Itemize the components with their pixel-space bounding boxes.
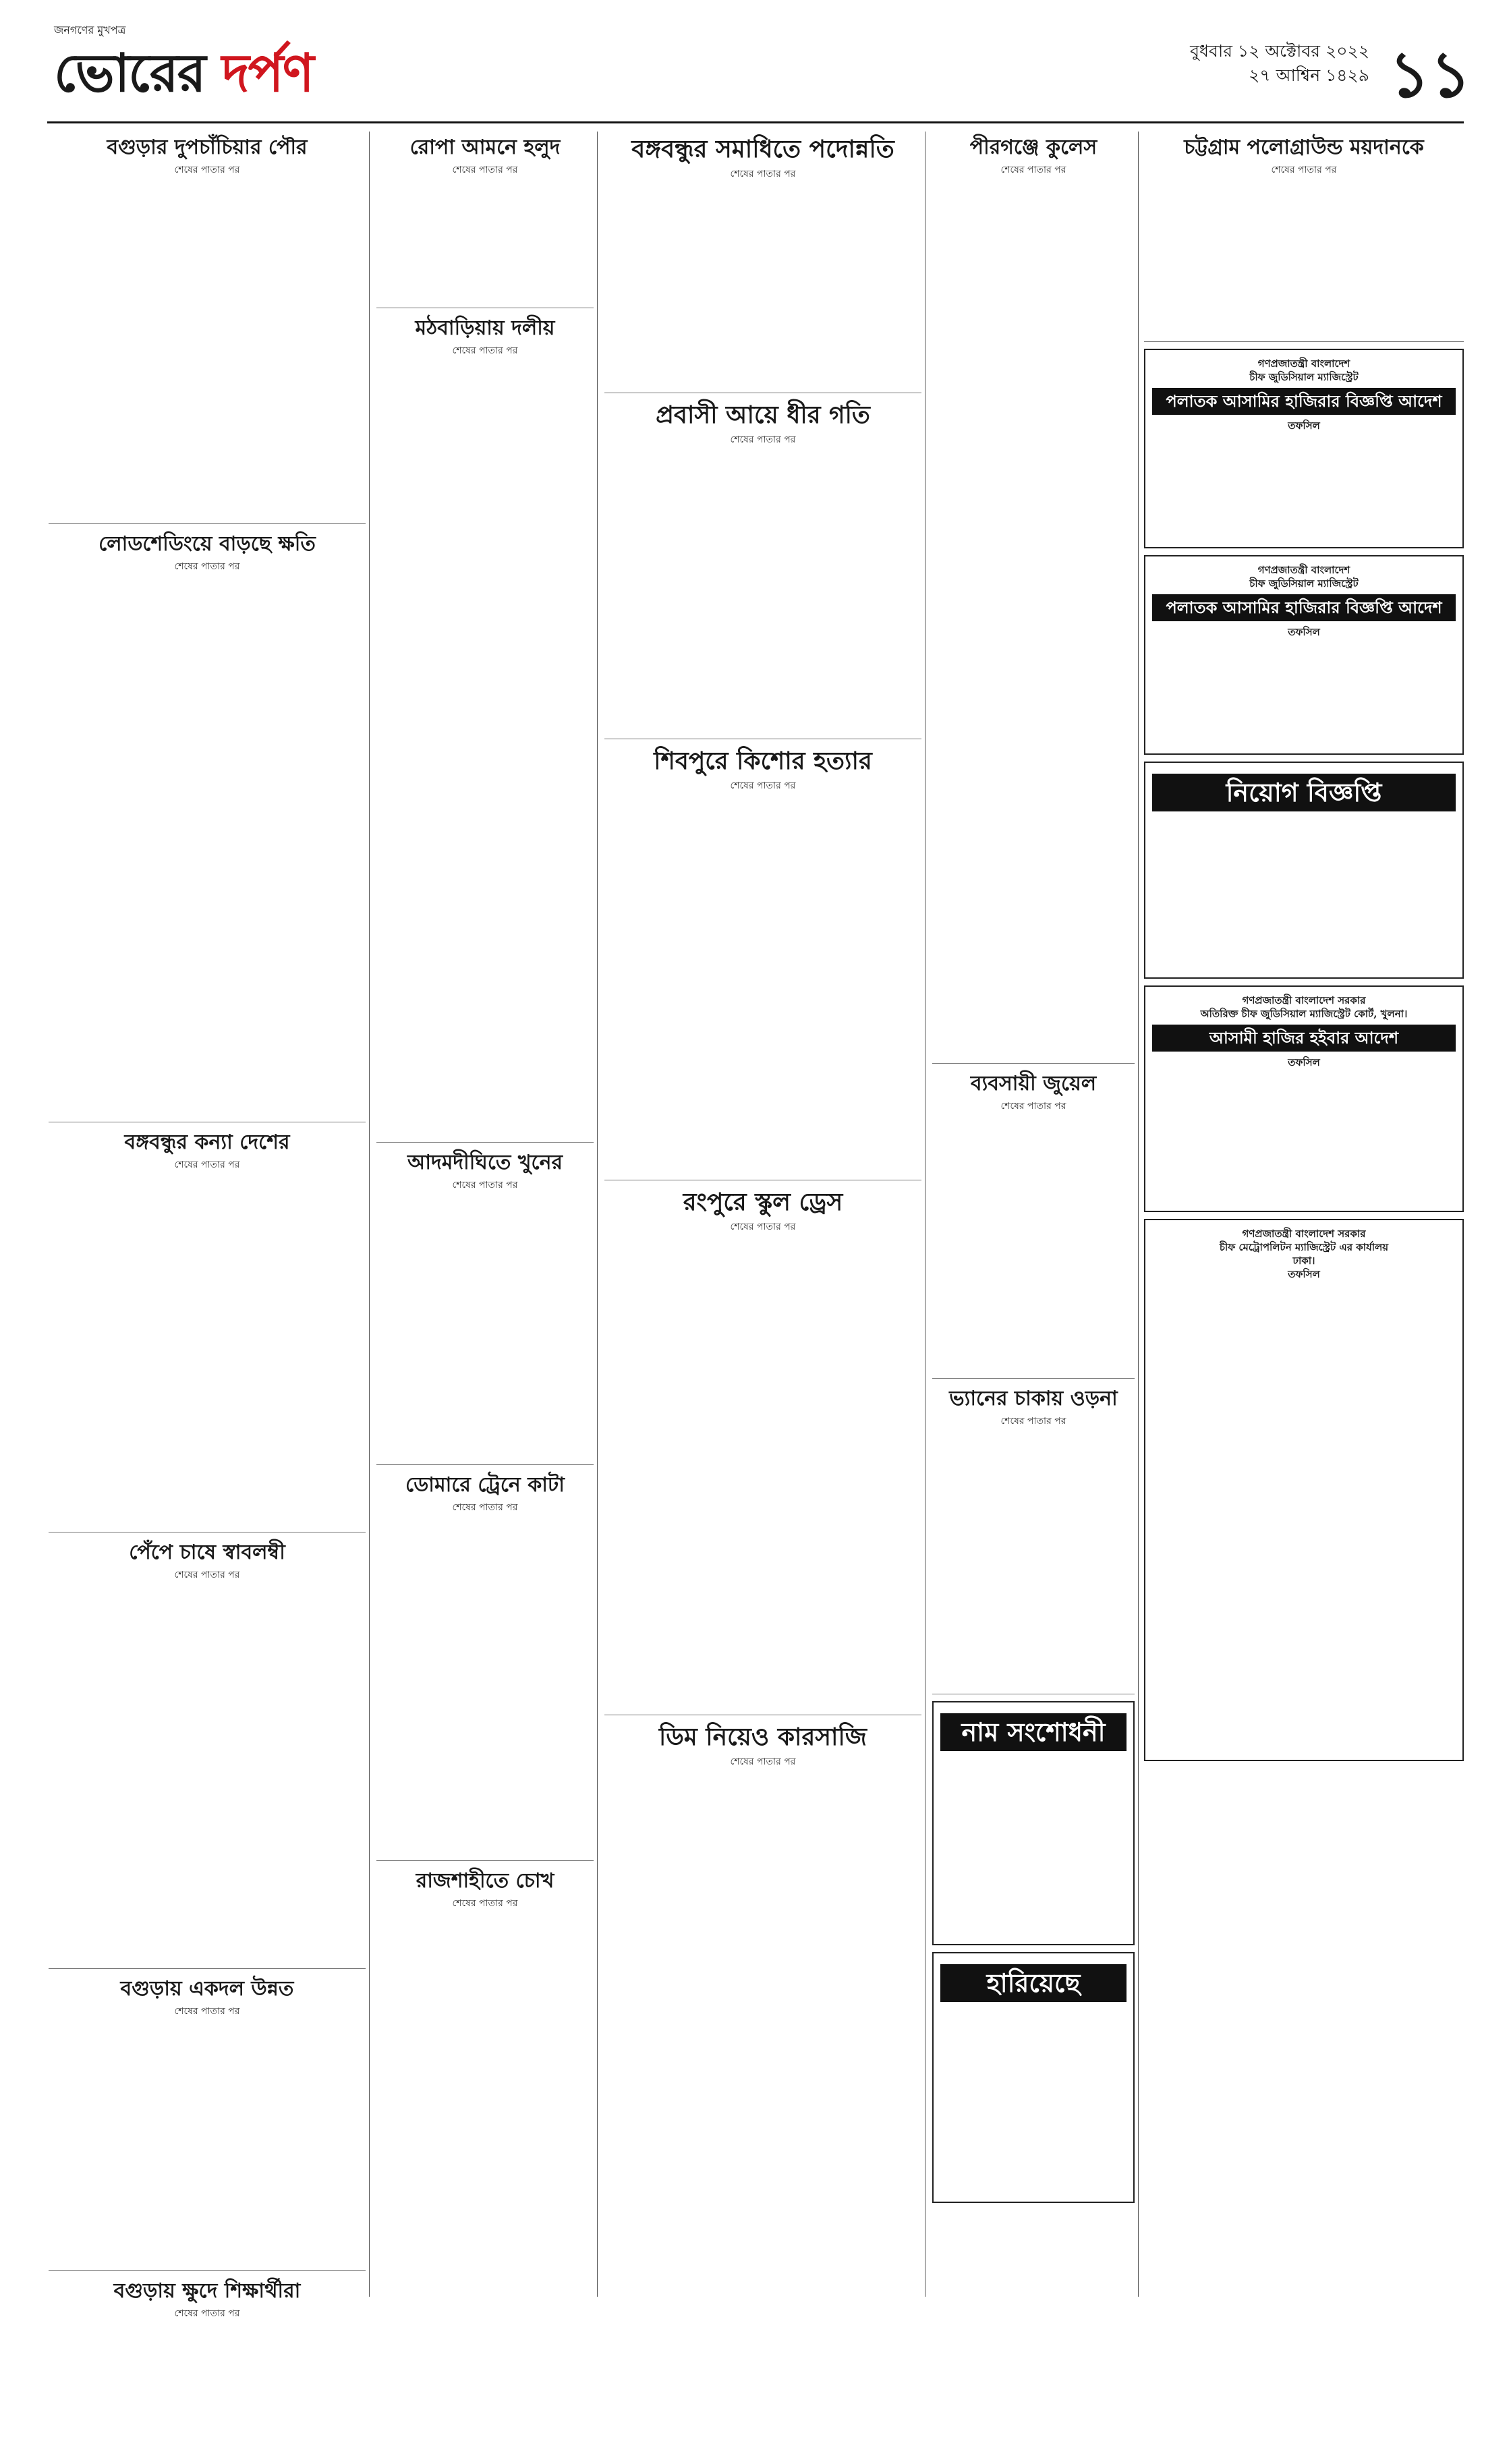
masthead	[47, 19, 1464, 120]
notice-org: গণপ্রজাতন্ত্রী বাংলাদেশ	[1152, 563, 1456, 577]
notice-court: চীফ জুডিসিয়াল ম্যাজিস্ট্রেট	[1152, 577, 1456, 590]
article-body	[1144, 182, 1464, 337]
ad-body	[940, 2006, 1127, 2195]
page-number: ১১	[1383, 26, 1477, 132]
schedule-label: তফসিল	[1152, 625, 1456, 639]
story-promotion	[604, 134, 921, 393]
column-3	[604, 132, 921, 2297]
column-5	[1144, 132, 1464, 2297]
article-body	[376, 1519, 594, 1856]
story-bogura-group	[49, 1976, 366, 2271]
court-notice-3	[1144, 985, 1464, 1212]
continuation-note: শেষের পাতার পর	[376, 343, 594, 359]
masthead-divider	[47, 121, 1464, 123]
headline: শিবপুরে কিশোর হত্যার	[604, 746, 921, 777]
notice-court: চীফ জুডিসিয়াল ম্যাজিস্ট্রেট	[1152, 370, 1456, 384]
story-mathbaria	[376, 315, 594, 1143]
article-body	[376, 182, 594, 304]
continuation-note: শেষের পাতার পর	[932, 1099, 1135, 1114]
continuation-note: শেষের পাতার পর	[376, 1178, 594, 1193]
article-body	[49, 1586, 366, 1964]
article-body	[376, 362, 594, 1138]
article-body	[376, 1197, 594, 1460]
court-notice-4	[1144, 1219, 1464, 1761]
court-notice-1	[1144, 349, 1464, 548]
article-body	[932, 1433, 1135, 1690]
ad-body	[1152, 1281, 1456, 1753]
recruitment-title: নিয়োগ বিজ্ঞপ্তি	[1152, 774, 1456, 811]
story-egg-manipulation	[604, 1722, 921, 2156]
story-papaya	[49, 1539, 366, 1970]
story-pirganj	[932, 134, 1135, 1064]
headline: রাজশাহীতে চোখ	[376, 1868, 594, 1895]
continuation-note: শেষের পাতার পর	[49, 1157, 366, 1173]
newspaper-logo	[54, 32, 313, 120]
continuation-note: শেষের পাতার পর	[49, 1568, 366, 1583]
headline: বঙ্গবন্ধুর সমাধিতে পদোন্নতি	[604, 134, 921, 165]
headline: বঙ্গবন্ধুর কন্যা দেশের	[49, 1129, 366, 1156]
story-businessman	[932, 1070, 1135, 1379]
story-adamdighi	[376, 1149, 594, 1465]
continuation-note: শেষের পাতার পর	[376, 1500, 594, 1516]
continuation-note: শেষের পাতার পর	[604, 1754, 921, 1770]
story-remittance	[604, 400, 921, 740]
story-rajshahi	[376, 1868, 594, 2189]
continuation-note: শেষের পাতার পর	[49, 163, 366, 178]
article-body	[604, 186, 921, 389]
column-4	[932, 132, 1135, 2297]
notice-org: গণপ্রজাতন্ত্রী বাংলাদেশ	[1152, 357, 1456, 370]
story-bogura-students	[49, 2278, 366, 2464]
ad-body	[940, 1755, 1127, 1937]
masthead-tagline: জনগণের মুখপত্র	[54, 22, 125, 40]
logo-part-2: দর্পণ	[222, 43, 313, 104]
continuation-note: শেষের পাতার পর	[604, 778, 921, 794]
schedule-label: তফসিল	[1152, 419, 1456, 432]
lost-title: হারিয়েছে	[940, 1964, 1127, 2002]
headline: ভ্যানের চাকায় ওড়না	[932, 1385, 1135, 1412]
article-body	[49, 182, 366, 519]
name-change-title: নাম সংশোধনী	[940, 1713, 1127, 1751]
court-notice-2	[1144, 555, 1464, 755]
column-rule	[369, 132, 370, 2297]
continuation-note: শেষের পাতার পর	[1144, 163, 1464, 178]
headline: ব্যবসায়ী জুয়েল	[932, 1070, 1135, 1097]
lost-ad	[932, 1952, 1135, 2203]
ad-body	[1152, 432, 1456, 540]
story-bangabandhu-daughter	[49, 1129, 366, 1532]
continuation-note: শেষের পাতার পর	[932, 1414, 1135, 1429]
notice-title: পলাতক আসামির হাজিরার বিজ্ঞপ্তি আদেশ	[1152, 594, 1456, 621]
column-1	[49, 132, 366, 2297]
article-body	[932, 1118, 1135, 1374]
story-ropa-aman	[376, 134, 594, 308]
headline: ডোমারে ট্রেনে কাটা	[376, 1472, 594, 1499]
ad-body	[1152, 815, 1456, 971]
column-2	[376, 132, 594, 2297]
headline: লোডশেডিংয়ে বাড়ছে ক্ষতি	[49, 531, 366, 558]
logo-part-1: ভোরের	[54, 43, 222, 104]
continuation-note: শেষের পাতার পর	[49, 2004, 366, 2019]
continuation-note: শেষের পাতার পর	[49, 559, 366, 575]
notice-org: গণপ্রজাতন্ত্রী বাংলাদেশ সরকার	[1152, 1227, 1456, 1240]
story-shibpur	[604, 746, 921, 1180]
continuation-note: শেষের পাতার পর	[604, 167, 921, 182]
story-domar	[376, 1472, 594, 1862]
headline: পীরগঞ্জে কুলেস	[932, 134, 1135, 161]
notice-title: পলাতক আসামির হাজিরার বিজ্ঞপ্তি আদেশ	[1152, 388, 1456, 415]
notice-city: ঢাকা।	[1152, 1254, 1456, 1267]
article-body	[604, 1238, 921, 1711]
continuation-note: শেষের পাতার পর	[376, 1896, 594, 1912]
story-dupchanchia	[49, 134, 366, 524]
continuation-note: শেষের পাতার পর	[376, 163, 594, 178]
article-body	[932, 182, 1135, 1059]
notice-title: আসামী হাজির হইবার আদেশ	[1152, 1025, 1456, 1052]
headline: চট্টগ্রাম পলোগ্রাউন্ড ময়দানকে	[1144, 134, 1464, 161]
article-body	[49, 1177, 366, 1528]
schedule-label: তফসিল	[1152, 1056, 1456, 1069]
notice-court: অতিরিক্ত চীফ জুডিসিয়াল ম্যাজিস্ট্রেট কোর্ট, খুলনা।	[1152, 1007, 1456, 1021]
story-van-wheel	[932, 1385, 1135, 1694]
article-body	[604, 451, 921, 735]
headline: পেঁপে চাষে স্বাবলম্বী	[49, 1539, 366, 1566]
headline: রোপা আমনে হলুদ	[376, 134, 594, 161]
schedule-label: তফসিল	[1152, 1267, 1456, 1281]
ad-body	[1152, 639, 1456, 747]
story-chattogram	[1144, 134, 1464, 342]
story-rangpur-dress	[604, 1187, 921, 1716]
continuation-note: শেষের পাতার পর	[49, 2306, 366, 2322]
article-body	[604, 798, 921, 1176]
headline: বগুড়ায় একদল উন্নত	[49, 1976, 366, 2003]
headline: বগুড়ার দুপচাঁচিয়ার পৌর	[49, 134, 366, 161]
headline: মঠবাড়িয়ায় দলীয়	[376, 315, 594, 342]
continuation-note: শেষের পাতার পর	[932, 163, 1135, 178]
column-rule	[1138, 132, 1139, 2297]
issue-date	[1167, 39, 1369, 88]
notice-court: চীফ মেট্রোপলিটন ম্যাজিস্ট্রেট এর কার্যালয়	[1152, 1240, 1456, 1254]
article-body	[376, 1916, 594, 2185]
article-body	[49, 2024, 366, 2266]
headline: ডিম নিয়েও কারসাজি	[604, 1722, 921, 1753]
article-body	[49, 2325, 366, 2460]
notice-org: গণপ্রজাতন্ত্রী বাংলাদেশ সরকার	[1152, 994, 1456, 1007]
recruitment-notice	[1144, 762, 1464, 979]
date-gregorian: বুধবার ১২ অক্টোবর ২০২২	[1167, 39, 1369, 63]
headline: রংপুরে স্কুল ড্রেস	[604, 1187, 921, 1218]
headline: প্রবাসী আয়ে ধীর গতি	[604, 400, 921, 431]
name-change-ad	[932, 1701, 1135, 1945]
headline: আদমদীঘিতে খুনের	[376, 1149, 594, 1176]
continuation-note: শেষের পাতার পর	[604, 432, 921, 448]
column-rule	[597, 132, 598, 2297]
headline: বগুড়ায় ক্ষুদে শিক্ষার্থীরা	[49, 2278, 366, 2305]
article-body	[49, 578, 366, 1118]
story-loadshedding	[49, 531, 366, 1123]
date-bengali: ২৭ আশ্বিন ১৪২৯	[1167, 63, 1369, 88]
continuation-note: শেষের পাতার পর	[604, 1220, 921, 1235]
article-body	[604, 1774, 921, 2152]
ad-body	[1152, 1069, 1456, 1204]
